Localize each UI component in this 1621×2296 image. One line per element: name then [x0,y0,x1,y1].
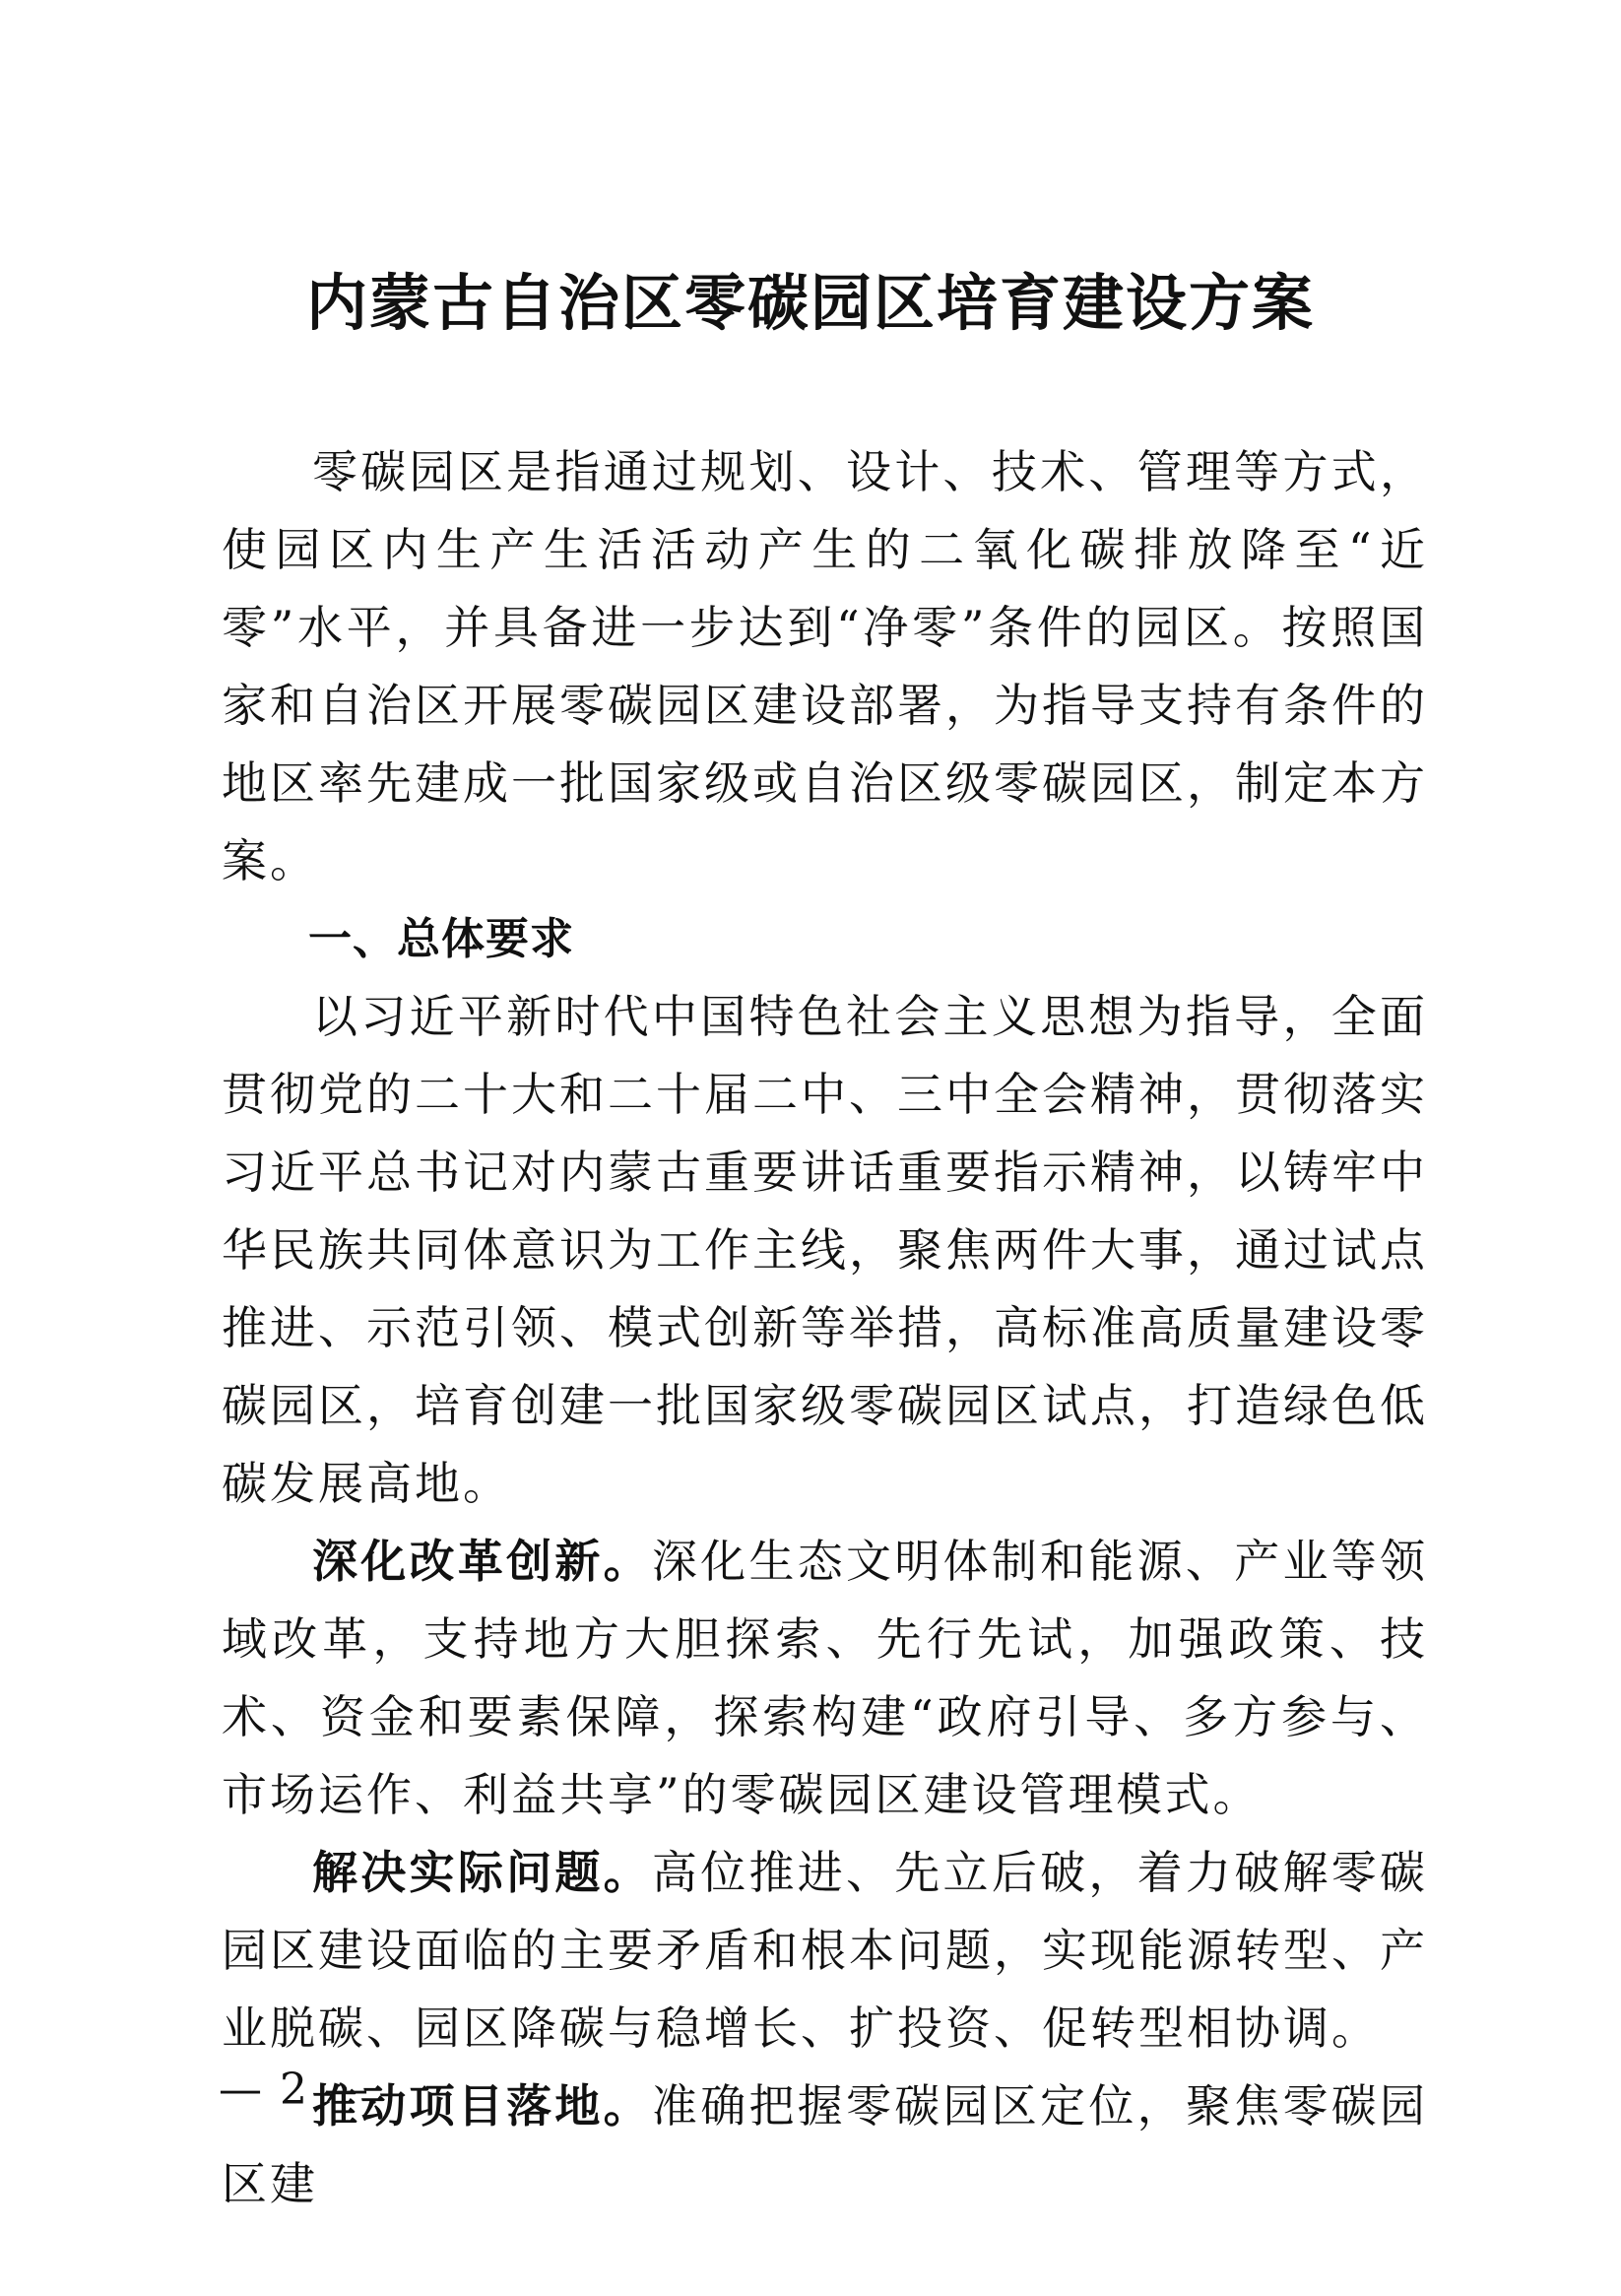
principle-paragraph-projects [222,2067,1428,2223]
principle-text: 高位推进、先立后破，着力破解零碳园区建设面临的主要矛盾和根本问题，实现能源转型、产业脱碳、园区降碳与稳增长、扩投资、促转型相协调。 [222,1846,1429,2055]
principle-paragraph-reform [222,1523,1428,1834]
document-title: 内蒙古自治区零碳园区培育建设方案 [305,267,1315,339]
principle-text: 深化生态文明体制和能源、产业等领域改革，支持地方大胆探索、先行先试，加强政策、技术、资金和要素保障，探索构建“政府引导、多方参与、市场运作、利益共享”的零碳园区建设管理模式。 [222,1535,1429,1821]
principle-text: 准确把握零碳园区定位，聚焦零碳园区建 [222,2079,1429,2210]
principle-lead: 深化改革创新。 [312,1535,652,1588]
guiding-paragraph: 以习近平新时代中国特色社会主义思想为指导，全面贯彻党的二十大和二十届二中、三中全会精神，贯彻落实习近平总书记对内蒙古重要讲话重要指示精神，以铸牢中华民族共同体意识为工作主线，聚焦两件大事，通过试点推进、示范引领、模式创新等举措，高标准高质量建设零碳园区，培育创建一批国家级零碳园区试点，打造绿色低碳发展高地。 [222,990,1428,1510]
principle-paragraph-problems [222,1834,1428,2067]
page-number: — 2 — [219,2065,370,2115]
principle-lead: 推动项目落地。 [312,2079,652,2132]
principle-lead: 解决实际问题。 [312,1846,652,1899]
section-heading: 一、总体要求 [308,914,574,964]
intro-paragraph: 零碳园区是指通过规划、设计、技术、管理等方式，使园区内生产生活活动产生的二氧化碳排放降至“近零”水平，并具备进一步达到“净零”条件的园区。按照国家和自治区开展零碳园区建设部署，为指导支持有条件的地区率先建成一批国家级或自治区级零碳园区，制定本方案。 [222,445,1428,887]
document-body [222,433,1428,2223]
